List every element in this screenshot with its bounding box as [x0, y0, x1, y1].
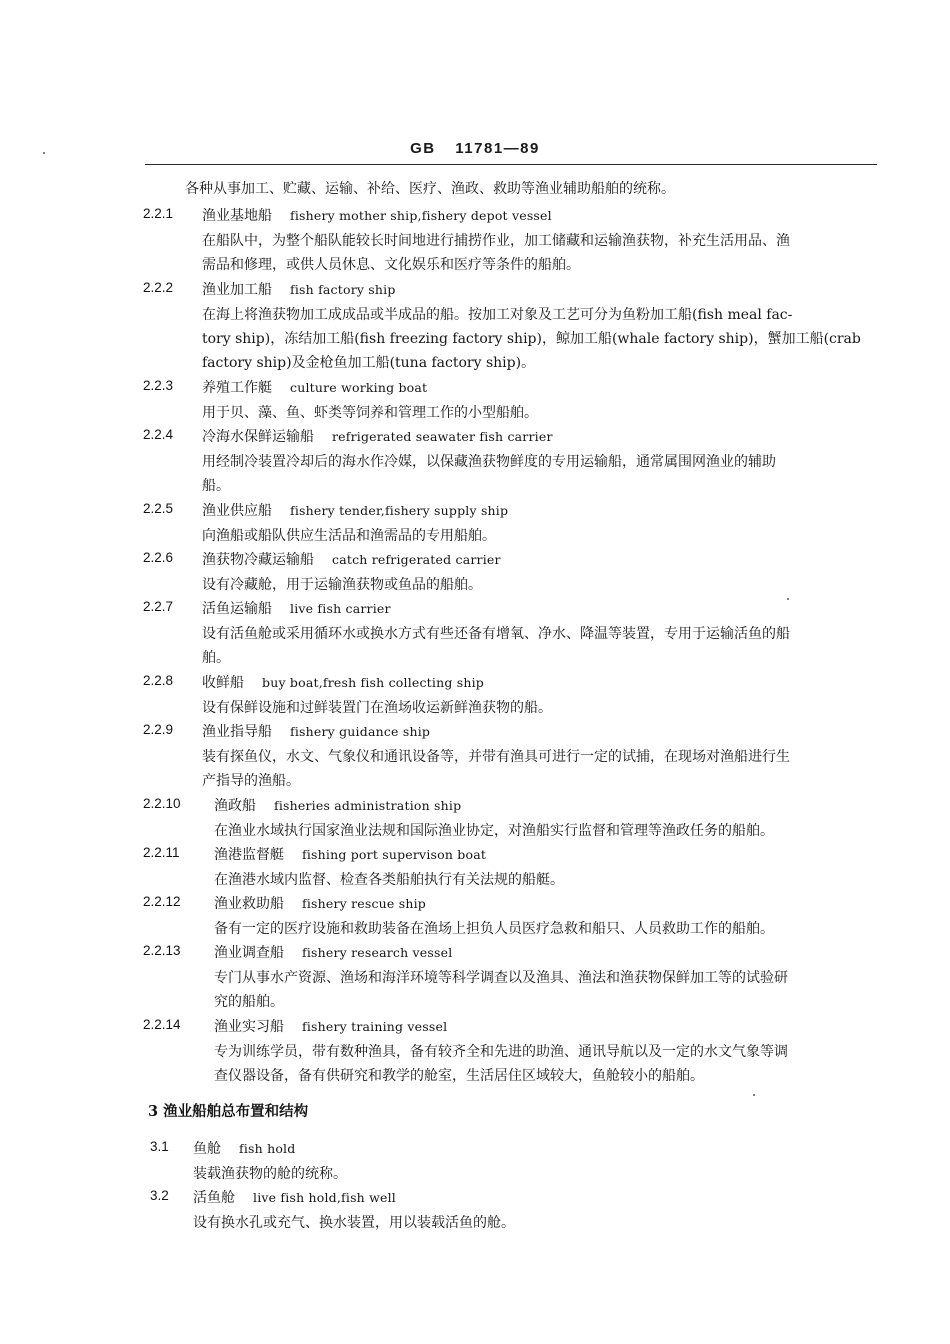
- term-heading: [202, 279, 396, 299]
- definition-line: 需品和修理，或供人员休息、文化娱乐和医疗等条件的船舶。: [202, 257, 580, 273]
- term-english: buy boat,fresh fish collecting ship: [262, 675, 484, 690]
- term-number: 2.2.3: [143, 378, 174, 393]
- definition-line: tory ship)，冻结加工船(fish freezing factory ship)，鲸加工船(whale factory ship)，蟹加工船(crab: [202, 331, 861, 347]
- term-english: live fish carrier: [290, 601, 391, 616]
- term-number: 2.2.5: [143, 501, 174, 516]
- term-heading: [202, 377, 427, 397]
- term-english: fishery rescue ship: [302, 896, 426, 911]
- definition-line: 装载渔获物的舱的统称。: [193, 1166, 347, 1182]
- term-chinese: 渔业供应船: [202, 503, 272, 519]
- term-number: 2.2.11: [143, 845, 180, 860]
- term-heading: [202, 672, 484, 692]
- term-number: 3.1: [150, 1139, 169, 1154]
- term-chinese: 渔业实习船: [214, 1019, 284, 1035]
- definition-line: 设有活鱼舱或采用循环水或换水方式有些还备有增氧、净水、降温等装置，专用于运输活鱼的船: [202, 626, 790, 642]
- term-heading: [214, 1016, 447, 1036]
- definition-line: 设有冷藏舱，用于运输渔获物或鱼品的船舶。: [202, 577, 482, 593]
- term-heading: [214, 942, 452, 962]
- term-number: 2.2.8: [143, 673, 174, 688]
- term-chinese: 养殖工作艇: [202, 380, 272, 396]
- term-english: fish hold: [239, 1141, 296, 1156]
- definition-line: factory ship)及金枪鱼加工船(tuna factory ship)。: [202, 355, 536, 371]
- term-english: fishing port supervison boat: [302, 847, 487, 862]
- term-heading: [202, 598, 391, 618]
- term-chinese: 渔业救助船: [214, 896, 284, 912]
- term-heading: [214, 893, 426, 913]
- intro-paragraph: 各种从事加工、贮藏、运输、补给、医疗、渔政、救助等渔业辅助船舶的统称。: [185, 181, 675, 197]
- term-number: 2.2.9: [143, 722, 174, 737]
- scan-speck: [787, 598, 789, 600]
- definition-line: 装有探鱼仪，水文、气象仪和通讯设备等，并带有渔具可进行一定的试捕，在现场对渔船进行生: [202, 749, 790, 765]
- definition-line: 向渔船或船队供应生活品和渔需品的专用船舶。: [202, 528, 496, 544]
- term-chinese: 渔业指导船: [202, 724, 272, 740]
- header-rule: [145, 164, 877, 165]
- definition-line: 在渔业水域执行国家渔业法规和国际渔业协定，对渔船实行监督和管理等渔政任务的船舶。: [214, 823, 774, 839]
- term-english: refrigerated seawater fish carrier: [332, 429, 553, 444]
- term-chinese: 冷海水保鲜运输船: [202, 429, 314, 445]
- definition-line: 用于贝、藻、鱼、虾类等饲养和管理工作的小型船舶。: [202, 405, 538, 421]
- term-chinese: 活鱼运输船: [202, 601, 272, 617]
- definition-line: 专为训练学员，带有数种渔具，备有较齐全和先进的助渔、通讯导航以及一定的水文气象等调: [214, 1044, 788, 1060]
- term-number: 2.2.7: [143, 599, 174, 614]
- term-english: fish factory ship: [290, 282, 396, 297]
- definition-line: 在船队中，为整个船队能较长时间地进行捕捞作业，加工储藏和运输渔获物，补充生活用品、渔: [202, 233, 790, 249]
- term-number: 2.2.1: [143, 206, 174, 221]
- definition-line: 船。: [202, 478, 230, 494]
- term-english: fishery research vessel: [302, 945, 453, 960]
- term-heading: [202, 721, 430, 741]
- term-english: culture working boat: [290, 380, 428, 395]
- definition-line: 产指导的渔船。: [202, 773, 300, 789]
- term-heading: [202, 549, 501, 569]
- term-number: 3.2: [150, 1188, 169, 1203]
- term-heading: [202, 205, 552, 225]
- definition-line: 备有一定的医疗设施和救助装备在渔场上担负人员医疗急救和船只、人员救助工作的船舶。: [214, 921, 774, 937]
- term-chinese: 渔业加工船: [202, 282, 272, 298]
- term-english: catch refrigerated carrier: [332, 552, 501, 567]
- standard-number: 11781—89: [455, 140, 540, 157]
- term-number: 2.2.6: [143, 550, 174, 565]
- term-chinese: 渔业基地船: [202, 208, 272, 224]
- term-heading: [202, 500, 508, 520]
- definition-line: 在海上将渔获物加工成成品或半成品的船。按加工对象及工艺可分为鱼粉加工船(fish meal fac-: [202, 307, 793, 323]
- term-number: 2.2.2: [143, 280, 174, 295]
- term-english: fishery training vessel: [302, 1019, 448, 1034]
- definition-line: 在渔港水域内监督、检查各类船舶执行有关法规的船艇。: [214, 872, 564, 888]
- term-number: 2.2.13: [143, 943, 181, 958]
- definition-line: 究的船舶。: [214, 994, 284, 1010]
- term-chinese: 鱼舱: [193, 1141, 221, 1157]
- term-chinese: 渔政船: [214, 798, 256, 814]
- definition-line: 专门从事水产资源、渔场和海洋环境等科学调查以及渔具、渔法和渔获物保鲜加工等的试验研: [214, 970, 788, 986]
- scan-speck: [753, 1094, 755, 1096]
- term-number: 2.2.10: [143, 796, 181, 811]
- definition-line: 设有保鲜设施和过鲜装置门在渔场收运新鲜渔获物的船。: [202, 700, 552, 716]
- term-english: live fish hold,fish well: [253, 1190, 396, 1205]
- term-heading: [202, 426, 553, 446]
- term-english: fishery tender,fishery supply ship: [290, 503, 509, 518]
- definition-line: 设有换水孔或充气、换水装置，用以装载活鱼的舱。: [193, 1215, 515, 1231]
- term-english: fisheries administration ship: [274, 798, 462, 813]
- term-number: 2.2.4: [143, 427, 174, 442]
- definition-line: 舶。: [202, 650, 230, 666]
- term-heading: [193, 1138, 295, 1158]
- scan-speck: [43, 152, 45, 154]
- term-chinese: 渔港监督艇: [214, 847, 284, 863]
- term-chinese: 渔业调查船: [214, 945, 284, 961]
- definition-line: 查仪器设备，备有供研究和教学的舱室，生活居住区域较大，鱼舱较小的船舶。: [214, 1068, 704, 1084]
- term-english: fishery mother ship,fishery depot vessel: [290, 208, 552, 223]
- term-english: fishery guidance ship: [290, 724, 431, 739]
- page-header: [0, 140, 950, 157]
- term-chinese: 收鲜船: [202, 675, 244, 691]
- standard-prefix: GB: [410, 140, 436, 157]
- definition-line: 用经制冷装置冷却后的海水作冷媒，以保藏渔获物鲜度的专用运输船，通常属围网渔业的辅助: [202, 454, 776, 470]
- term-heading: [193, 1187, 396, 1207]
- term-heading: [214, 795, 461, 815]
- term-chinese: 渔获物冷藏运输船: [202, 552, 314, 568]
- term-number: 2.2.14: [143, 1017, 181, 1032]
- term-number: 2.2.12: [143, 894, 181, 909]
- section-title: 3 渔业船舶总布置和结构: [148, 1103, 309, 1120]
- term-chinese: 活鱼舱: [193, 1190, 235, 1206]
- term-heading: [214, 844, 486, 864]
